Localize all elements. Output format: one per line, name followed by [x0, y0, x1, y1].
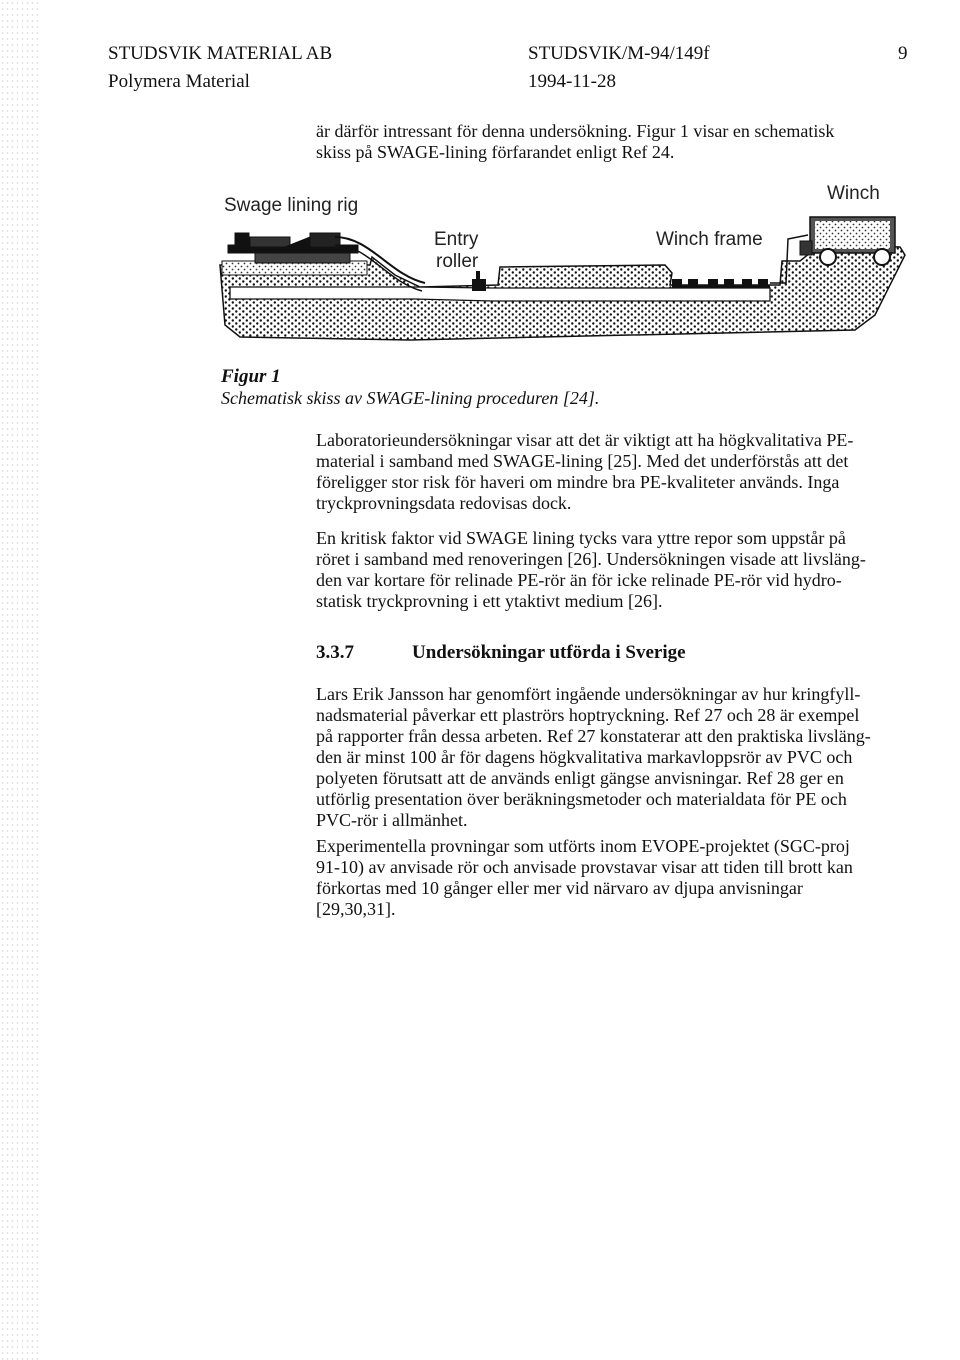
section-number: 3.3.7 — [316, 642, 354, 663]
scan-edge-noise — [0, 0, 40, 1360]
label-swage-lining-rig: Swage lining rig — [224, 195, 359, 216]
paragraph-lab-studies — [316, 430, 853, 514]
paragraph-line: Lars Erik Jansson har genomfört ingående undersökningar av hur kringfyll- — [316, 684, 861, 704]
winch-frame — [672, 279, 770, 288]
paragraph-line: PVC-rör i allmänhet. — [316, 810, 468, 830]
paragraph-line: polyeten förutsatt att de används enligt gängse anvisningar. Ref 28 ger en — [316, 768, 844, 788]
label-winch: Winch — [827, 183, 880, 204]
paragraph-line: En kritisk faktor vid SWAGE lining tycks vara yttre repor som uppstår på — [316, 528, 846, 548]
intro-line: skiss på SWAGE-lining förfarandet enligt Ref 24. — [316, 142, 675, 162]
header-company: STUDSVIK MATERIAL AB — [108, 43, 333, 64]
paragraph-line: på rapporter från dessa arbeten. Ref 27 konstaterar att den praktiska livsläng- — [316, 726, 871, 746]
swage-lining-figure — [210, 175, 910, 360]
header-page-number: 9 — [898, 43, 908, 64]
header-report-id: STUDSVIK/M-94/149f — [528, 43, 710, 64]
paragraph-line: nadsmaterial påverkar ett plaströrs hoptryckning. Ref 27 och 28 är exempel — [316, 705, 860, 725]
section-title: Undersökningar utförda i Sverige — [412, 642, 686, 663]
label-entry: Entry — [434, 229, 479, 250]
paragraph-line: den var kortare för relinade PE-rör än för icke relinade PE-rör vid hydro- — [316, 570, 842, 590]
paragraph-line: Experimentella provningar som utförts inom EVOPE-projektet (SGC-proj — [316, 836, 850, 856]
paragraph-line: [29,30,31]. — [316, 899, 396, 919]
paragraph-jansson — [316, 684, 871, 831]
figure-caption-title: Figur 1 — [221, 366, 281, 387]
paragraph-line: 91-10) av anvisade rör och anvisade provstavar visar att tiden till brott kan — [316, 857, 853, 877]
paragraph-evope — [316, 836, 853, 920]
paragraph-line: statisk tryckprovning i ett ytaktivt medium [26]. — [316, 591, 663, 611]
header-date: 1994-11-28 — [528, 71, 616, 92]
paragraph-line: Laboratorieundersökningar visar att det är viktigt att ha högkvalitativa PE- — [316, 430, 854, 450]
paragraph-critical-factor — [316, 528, 866, 612]
label-roller: roller — [436, 251, 479, 272]
paragraph-line: den är minst 100 år för dagens högkvalitativa markavloppsrör av PVC och — [316, 747, 853, 767]
header-department: Polymera Material — [108, 71, 250, 92]
intro-paragraph — [316, 121, 834, 163]
paragraph-line: förkortas med 10 gånger eller mer vid närvaro av djupa anvisningar — [316, 878, 803, 898]
host-pipe — [230, 287, 770, 301]
paragraph-line: material i samband med SWAGE-lining [25]. Med det underförstås att det — [316, 451, 849, 471]
label-winch-frame: Winch frame — [656, 229, 763, 250]
paragraph-line: föreligger stor risk för haveri om mindre bra PE-kvaliteter används. Inga — [316, 472, 840, 492]
paragraph-line: röret i samband med renoveringen [26]. Undersökningen visade att livsläng- — [316, 549, 866, 569]
intro-line: är därför intressant för denna undersökning. Figur 1 visar en schematisk — [316, 121, 835, 141]
paragraph-line: utförlig presentation över beräkningsmetoder och materialdata för PE och — [316, 789, 847, 809]
figure-caption-text: Schematisk skiss av SWAGE-lining proceduren [24]. — [221, 388, 600, 408]
entry-roller — [472, 271, 486, 291]
paragraph-line: tryckprovningsdata redovisas dock. — [316, 493, 572, 513]
